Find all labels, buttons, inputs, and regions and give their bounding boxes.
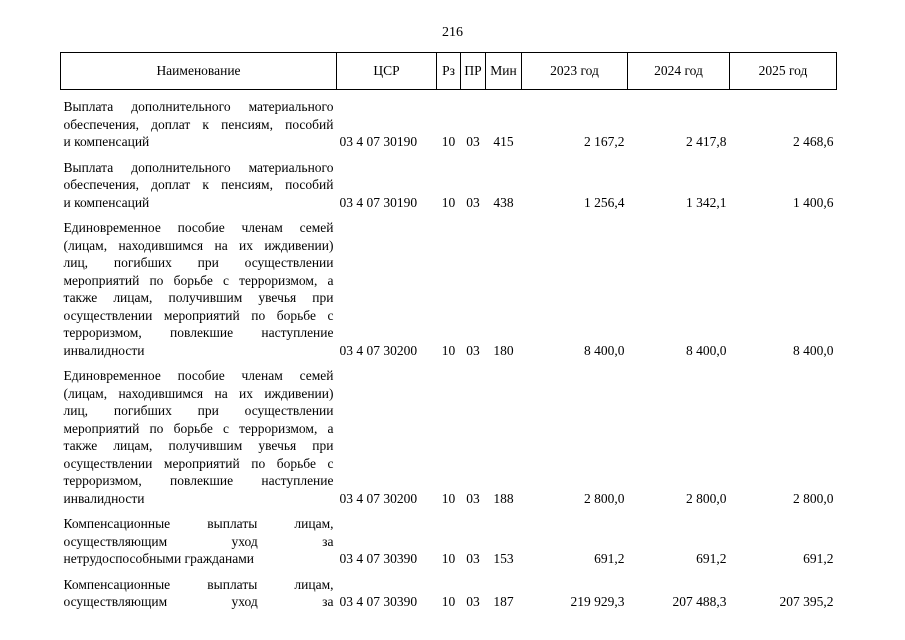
- row-min: 153: [493, 551, 514, 566]
- table-body: [61, 90, 837, 611]
- row-min: 180: [493, 342, 514, 358]
- row-min: 438: [493, 194, 514, 210]
- row-name-line: обеспечения, доплат к пенсиям, пособий: [63, 177, 334, 192]
- row-name: [61, 211, 337, 359]
- row-value-2025: 2 800,0: [793, 490, 834, 506]
- header-row: [61, 53, 837, 90]
- page-number: 216: [442, 25, 463, 40]
- row-name-line: мероприятий по борьбе с терроризмом, а: [63, 420, 334, 436]
- row-value-2023: 219 929,3: [570, 594, 625, 609]
- row-csr: 03 4 07 30190: [339, 134, 418, 149]
- row-name-line: Компенсационные выплаты лицам,: [63, 516, 334, 531]
- budget-table: [60, 52, 837, 611]
- row-min: 415: [493, 134, 514, 149]
- row-value-2023: 2 800,0: [584, 490, 625, 506]
- header-year-2025: 2025 год: [730, 53, 837, 90]
- row-rz: 10: [441, 490, 456, 506]
- row-name-line: инвалидности: [63, 342, 145, 358]
- row-name-line: также лицам, получившим увечья при: [63, 290, 334, 305]
- row-value-2024: 2 800,0: [686, 490, 727, 506]
- table-row: [61, 90, 837, 151]
- row-name: [61, 359, 337, 507]
- table-row: [61, 568, 837, 611]
- row-pr: 03: [466, 490, 480, 506]
- row-csr: 03 4 07 30390: [339, 551, 418, 566]
- row-name-line: лиц, погибших при осуществлении: [63, 255, 334, 270]
- header-name: Наименование: [61, 53, 337, 90]
- row-name-line: лиц, погибших при осуществлении: [63, 403, 334, 418]
- row-value-2025: 2 468,6: [793, 134, 834, 149]
- row-name-line: и компенсаций: [63, 194, 150, 210]
- row-name-line: (лицам, находившимся на их иждивении): [63, 237, 334, 253]
- row-name-line: Единовременное пособие членам семей: [63, 368, 334, 383]
- row-value-2024: 691,2: [696, 551, 727, 566]
- row-name-line: терроризмом, повлекшие наступление: [63, 473, 334, 488]
- row-name-line: Выплата дополнительного материального: [63, 99, 334, 114]
- row-pr: 03: [466, 194, 480, 210]
- row-rz: 10: [441, 342, 456, 358]
- row-name-line: мероприятий по борьбе с терроризмом, а: [63, 272, 334, 288]
- row-name-line: Единовременное пособие членам семей: [63, 220, 334, 235]
- row-csr: 03 4 07 30200: [339, 342, 418, 358]
- row-name-line: и компенсаций: [63, 134, 150, 149]
- row-name-line: Выплата дополнительного материального: [63, 159, 334, 175]
- row-name: [61, 90, 337, 151]
- row-rz: 10: [441, 134, 456, 149]
- row-value-2024: 2 417,8: [686, 134, 727, 149]
- row-value-2023: 1 256,4: [584, 194, 625, 210]
- table-row: [61, 211, 837, 359]
- row-name-line: (лицам, находившимся на их иждивении): [63, 385, 334, 401]
- row-name-line: нетрудоспособными гражданами: [63, 551, 255, 566]
- row-min: 187: [493, 594, 514, 609]
- row-name-line: осуществляющим уход за: [63, 533, 334, 549]
- row-name: [61, 507, 337, 568]
- row-value-2025: 1 400,6: [793, 194, 834, 210]
- row-csr: 03 4 07 30200: [339, 490, 418, 506]
- row-name-line: терроризмом, повлекшие наступление: [63, 325, 334, 340]
- row-pr: 03: [466, 551, 480, 566]
- table-row: [61, 507, 837, 568]
- row-name-line: также лицам, получившим увечья при: [63, 438, 334, 453]
- table-header: [61, 53, 837, 90]
- row-value-2024: 207 488,3: [672, 594, 727, 609]
- row-name-line: обеспечения, доплат к пенсиям, пособий: [63, 116, 334, 132]
- header-rz: Рз: [437, 53, 461, 90]
- table-row: [61, 359, 837, 507]
- row-csr: 03 4 07 30390: [339, 594, 418, 609]
- row-value-2025: 8 400,0: [793, 342, 834, 358]
- row-value-2024: 1 342,1: [686, 194, 727, 210]
- row-name-line: Компенсационные выплаты лицам,: [63, 576, 334, 592]
- row-name-line: осуществлении мероприятий по борьбе с: [63, 307, 334, 323]
- row-value-2023: 691,2: [594, 551, 625, 566]
- header-min: Мин: [486, 53, 522, 90]
- row-name-line: осуществляющим уход за: [63, 594, 334, 609]
- row-value-2025: 691,2: [803, 551, 834, 566]
- header-pr: ПР: [461, 53, 486, 90]
- row-value-2023: 8 400,0: [584, 342, 625, 358]
- table-row: [61, 151, 837, 212]
- row-pr: 03: [466, 594, 480, 609]
- row-rz: 10: [441, 551, 456, 566]
- row-rz: 10: [441, 594, 456, 609]
- row-pr: 03: [466, 342, 480, 358]
- row-name: [61, 151, 337, 212]
- row-csr: 03 4 07 30190: [339, 194, 418, 210]
- row-rz: 10: [441, 194, 456, 210]
- header-year-2024: 2024 год: [628, 53, 730, 90]
- row-value-2025: 207 395,2: [779, 594, 834, 609]
- row-pr: 03: [466, 134, 480, 149]
- row-min: 188: [493, 490, 514, 506]
- row-name: [61, 568, 337, 611]
- row-name-line: осуществлении мероприятий по борьбе с: [63, 455, 334, 471]
- header-year-2023: 2023 год: [522, 53, 628, 90]
- row-value-2024: 8 400,0: [686, 342, 727, 358]
- header-csr: ЦСР: [337, 53, 437, 90]
- row-value-2023: 2 167,2: [584, 134, 625, 149]
- row-name-line: инвалидности: [63, 490, 145, 506]
